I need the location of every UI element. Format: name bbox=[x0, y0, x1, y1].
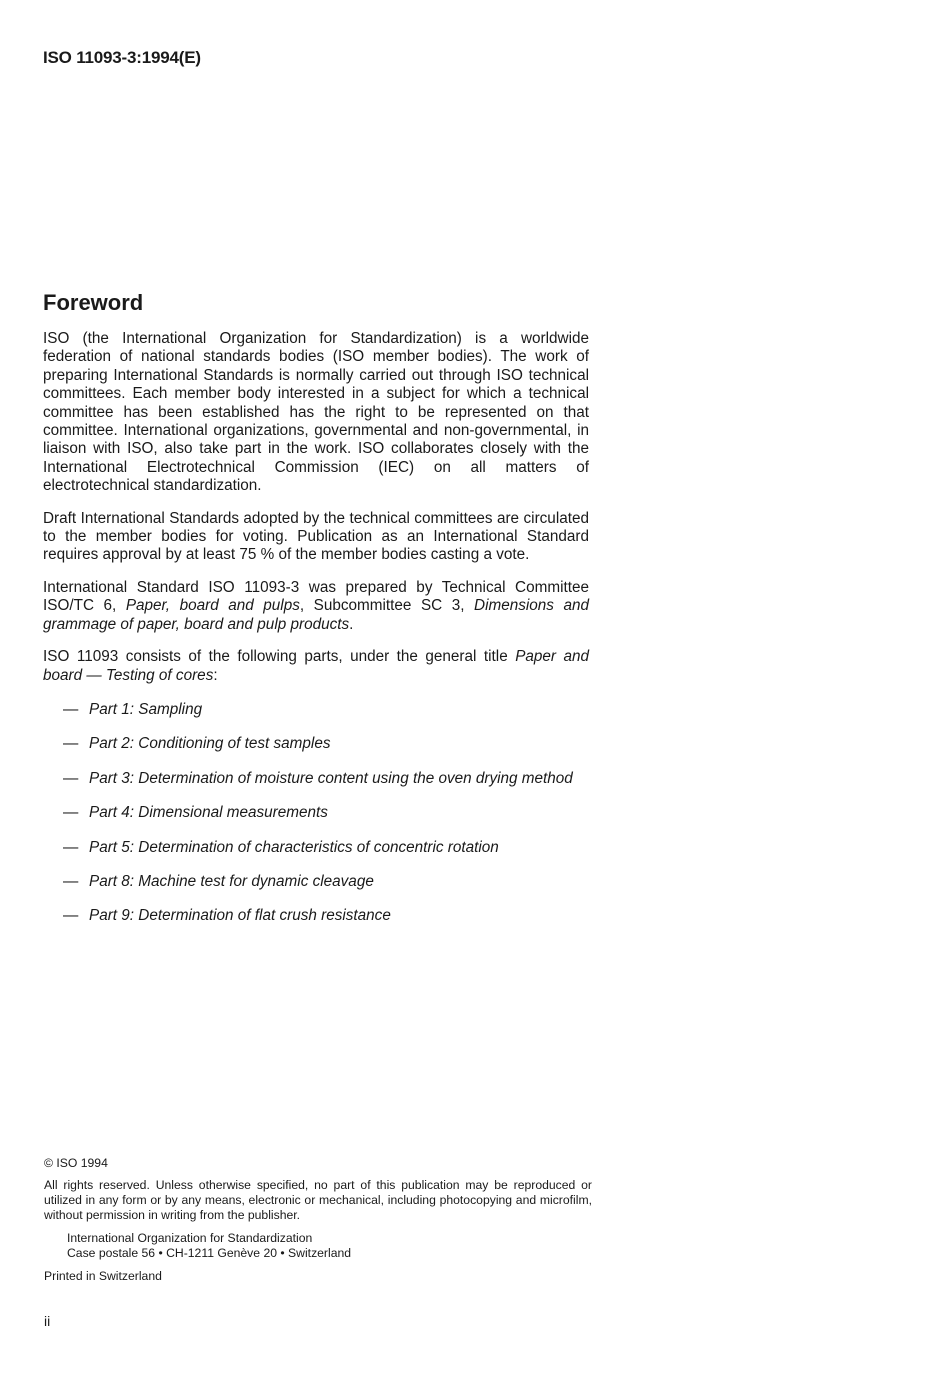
part-title: Part 2: Conditioning of test samples bbox=[89, 735, 331, 753]
document-id: ISO 11093-3:1994(E) bbox=[43, 48, 201, 67]
list-item bbox=[43, 804, 589, 822]
dash-bullet: — bbox=[63, 804, 79, 822]
list-item bbox=[43, 735, 589, 753]
rights-statement: All rights reserved. Unless otherwise specified, no part of this publication may be reproduced or utilized in any form or by any means, electronic or mechanical, including photocopying and microfilm, without permission in writing from the publisher. bbox=[44, 1178, 592, 1222]
paragraph-parts-intro bbox=[43, 648, 589, 685]
part-title: Part 9: Determination of flat crush resistance bbox=[89, 907, 391, 925]
text-segment: . bbox=[349, 615, 354, 633]
dash-bullet: — bbox=[63, 769, 79, 787]
copyright-notice: © ISO 1994 bbox=[44, 1156, 108, 1170]
subcommittee-title: Dimensions and grammage of paper, board and pulp products bbox=[43, 597, 590, 633]
copyright-block bbox=[44, 1156, 592, 1284]
part-title: Part 4: Dimensional measurements bbox=[89, 804, 328, 822]
printed-in: Printed in Switzerland bbox=[44, 1269, 162, 1283]
list-item bbox=[43, 701, 589, 719]
list-item bbox=[43, 873, 589, 891]
text-segment: : bbox=[213, 666, 218, 684]
dash-bullet: — bbox=[63, 872, 79, 890]
org-address: Case postale 56 • CH-1211 Genève 20 • Switzerland bbox=[67, 1246, 352, 1260]
part-title: Part 1: Sampling bbox=[89, 700, 203, 718]
committee-title: Paper, board and pulps bbox=[125, 597, 300, 615]
page-number: ii bbox=[44, 1313, 51, 1329]
publisher-address bbox=[44, 1231, 592, 1261]
part-title: Part 5: Determination of characteristics of concentric rotation bbox=[89, 838, 499, 856]
paragraph-prepared-by bbox=[43, 579, 589, 634]
foreword-body bbox=[43, 330, 589, 942]
paragraph-draft-standards: Draft International Standards adopted by the technical committees are circulated to the member bodies for voting. Publication as an International Standard requires approval by at least 75 % of the member bodies casting a vote. bbox=[43, 509, 589, 564]
dash-bullet: — bbox=[63, 700, 79, 718]
part-title: Part 8: Machine test for dynamic cleavage bbox=[89, 872, 374, 890]
list-item bbox=[43, 770, 589, 788]
dash-bullet: — bbox=[63, 907, 79, 925]
text-segment: International Standard ISO 11093-3 was prepared by Technical Committee ISO/TC 6, bbox=[43, 578, 589, 615]
org-name: International Organization for Standardization bbox=[67, 1231, 313, 1245]
general-title: Paper and board — Testing of cores bbox=[43, 648, 589, 684]
part-title: Part 3: Determination of moisture content using the oven drying method bbox=[89, 769, 573, 787]
list-item bbox=[43, 907, 589, 925]
dash-bullet: — bbox=[63, 735, 79, 753]
list-item bbox=[43, 839, 589, 857]
text-segment: ISO 11093 consists of the following parts, under the general title bbox=[43, 648, 516, 666]
text-segment: , Subcommittee SC 3, bbox=[299, 597, 475, 615]
section-title: Foreword bbox=[43, 290, 144, 315]
paragraph-iso-intro: ISO (the International Organization for Standardization) is a worldwide federation of national standards bodies (ISO member bodies). The work of preparing International Standards is normally carried out through ISO technical committees. Each member body interested in a subject for which a technical committee has been established has the right to be represented on that committee. International organizations, governmental and non-governmental, in liaison with ISO, also take part in the work. ISO collaborates closely with the International Electrotechnical Commission (IEC) on all matters of electrotechnical standardization. bbox=[43, 330, 589, 495]
parts-list bbox=[43, 701, 589, 926]
dash-bullet: — bbox=[63, 838, 79, 856]
